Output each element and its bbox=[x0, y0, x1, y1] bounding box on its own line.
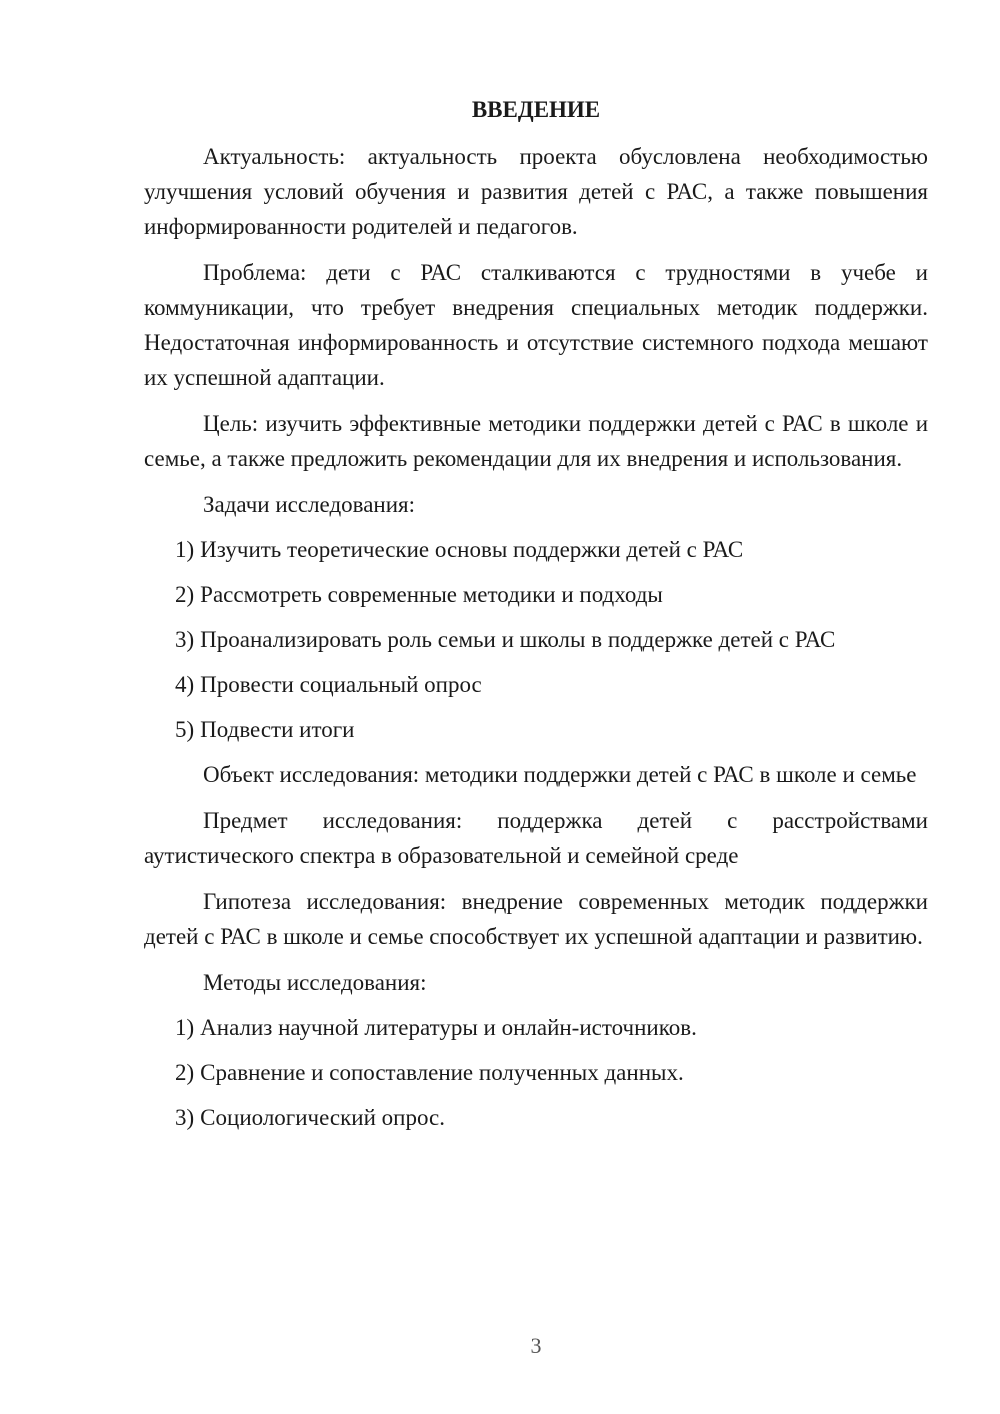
methods-heading: Методы исследования: bbox=[203, 970, 427, 995]
problem-paragraph: Проблема: дети с РАС сталкиваются с трудностями в учебе и коммуникации, что требует внедрения специальных методик поддержки. Недостаточная информированность и отсутствие системного подхода мешают их успешной адаптации. bbox=[144, 260, 928, 390]
list-item bbox=[175, 622, 928, 657]
list-item-number: 3) bbox=[175, 627, 195, 652]
list-item bbox=[175, 1100, 928, 1135]
list-item bbox=[175, 532, 928, 567]
list-item-text: Провести социальный опрос bbox=[200, 672, 482, 697]
list-item bbox=[175, 667, 928, 702]
list-item-number: 2) bbox=[175, 582, 195, 607]
list-item-number: 3) bbox=[175, 1105, 195, 1130]
list-item-number: 2) bbox=[175, 1060, 195, 1085]
page-title: ВВЕДЕНИЕ bbox=[471, 97, 601, 122]
list-item-text: Сравнение и сопоставление полученных данных. bbox=[200, 1060, 684, 1085]
page-number: 3 bbox=[530, 1333, 542, 1358]
list-item-number: 5) bbox=[175, 717, 195, 742]
goal-paragraph: Цель: изучить эффективные методики поддержки детей с РАС в школе и семье, а также предложить рекомендации для их внедрения и использования. bbox=[144, 411, 928, 471]
subject-paragraph: Предмет исследования: поддержка детей с расстройствами аутистического спектра в образовательной и семейной среде bbox=[144, 808, 928, 868]
list-item-number: 4) bbox=[175, 672, 195, 697]
object-paragraph: Объект исследования: методики поддержки детей с РАС в школе и семье bbox=[203, 762, 917, 787]
tasks-heading: Задачи исследования: bbox=[203, 492, 416, 517]
list-item-text: Изучить теоретические основы поддержки детей с РАС bbox=[200, 537, 744, 562]
list-item bbox=[175, 1055, 928, 1090]
list-item bbox=[175, 712, 928, 747]
list-item-text: Анализ научной литературы и онлайн-источников. bbox=[200, 1015, 697, 1040]
list-item-text: Подвести итоги bbox=[200, 717, 355, 742]
list-item bbox=[175, 1010, 928, 1045]
list-item bbox=[175, 577, 928, 612]
list-item-text: Проанализировать роль семьи и школы в поддержке детей с РАС bbox=[200, 627, 836, 652]
relevance-paragraph: Актуальность: актуальность проекта обусловлена необходимостью улучшения условий обучения и развития детей с РАС, а также повышения информированности родителей и педагогов. bbox=[144, 144, 928, 239]
list-item-number: 1) bbox=[175, 537, 195, 562]
tasks-list bbox=[144, 532, 928, 747]
list-item-text: Социологический опрос. bbox=[200, 1105, 445, 1130]
hypothesis-paragraph: Гипотеза исследования: внедрение современных методик поддержки детей с РАС в школе и семье способствует их успешной адаптации и развитию. bbox=[144, 889, 928, 949]
list-item-text: Рассмотреть современные методики и подходы bbox=[200, 582, 663, 607]
methods-list bbox=[144, 1010, 928, 1135]
document-body bbox=[144, 92, 928, 1145]
list-item-number: 1) bbox=[175, 1015, 195, 1040]
